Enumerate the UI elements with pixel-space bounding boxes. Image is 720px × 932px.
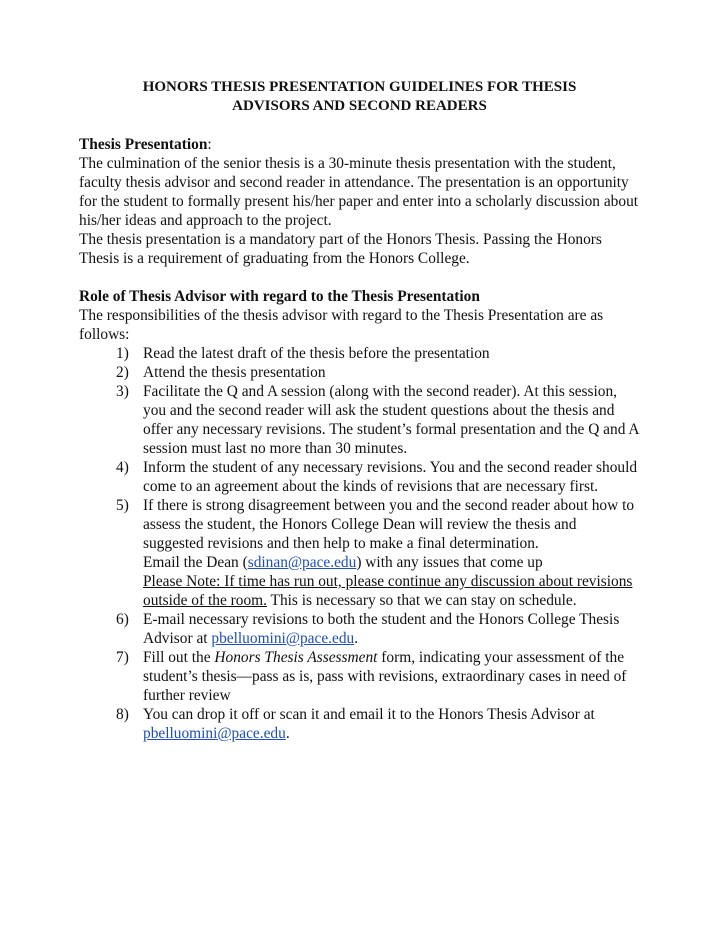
- email-dean-suffix: ) with any issues that come up: [356, 554, 543, 571]
- advisor-email-link[interactable]: pbelluomini@pace.edu: [143, 725, 286, 742]
- dean-email-link[interactable]: sdinan@pace.edu: [247, 554, 357, 571]
- list-item-text: E-mail necessary revisions to both the student and the Honors College Thesis Advisor at: [143, 611, 620, 647]
- list-item-suffix: form, indicating your assessment of the student’s thesis—pass as is, pass with revisions, extraordinary cases in need of further review: [143, 649, 627, 704]
- list-item: [116, 648, 640, 705]
- list-item: [116, 382, 640, 458]
- email-dean-prefix: Email the Dean (: [143, 554, 248, 571]
- list-item-text: Facilitate the Q and A session (along with the second reader). At this session, you and the second reader will ask the student questions about the thesis and offer any necessary revisions. The student’s formal presentation and the Q and A session must last no more than 30 minutes.: [143, 383, 639, 457]
- responsibilities-list: [79, 344, 640, 743]
- list-item-text: Attend the thesis presentation: [143, 364, 326, 381]
- presentation-description: The culmination of the senior thesis is a 30-minute thesis presentation with the student, faculty thesis advisor and second reader in attendance. The presentation is an opportunity for the student to formally present his/her paper and enter into a scholarly discussion about his/her ideas and approach to the project.: [79, 155, 639, 229]
- list-item-text: You can drop it off or scan it and email it to the Honors Thesis Advisor at: [143, 706, 595, 723]
- list-item: [116, 610, 640, 648]
- list-item: [116, 705, 640, 743]
- please-note-rest: This is necessary so that we can stay on schedule.: [266, 592, 577, 609]
- list-item-text: Inform the student of any necessary revisions. You and the second reader should come to an agreement about the kinds of revisions that are necessary first.: [143, 459, 638, 495]
- advisor-email-link[interactable]: pbelluomini@pace.edu: [211, 630, 355, 647]
- advisor-role-intro: The responsibilities of the thesis advisor with regard to the Thesis Presentation are as follows:: [79, 307, 604, 343]
- list-item-suffix: .: [354, 630, 359, 647]
- list-item-text: Read the latest draft of the thesis before the presentation: [143, 345, 490, 362]
- presentation-requirement: The thesis presentation is a mandatory part of the Honors Thesis. Passing the Honors Thesis is a requirement of graduating from the Honors College.: [79, 231, 602, 267]
- list-item-number: 3): [116, 383, 129, 400]
- list-item-text: If there is strong disagreement between you and the second reader about how to assess the student, the Honors College Dean will review the thesis and suggested revisions and then help to make a final determination.: [143, 497, 635, 552]
- list-item: [116, 496, 640, 610]
- list-item-number: 8): [116, 706, 129, 723]
- list-item-suffix: .: [285, 725, 290, 742]
- list-item: [116, 363, 640, 382]
- list-item-number: 4): [116, 459, 129, 476]
- heading-colon: :: [207, 136, 212, 153]
- list-item-number: 7): [116, 649, 129, 666]
- list-item: [116, 458, 640, 496]
- list-item-number: 2): [116, 364, 129, 381]
- list-item: [116, 344, 640, 363]
- list-item-prefix: Fill out the: [143, 649, 215, 666]
- document-title: HONORS THESIS PRESENTATION GUIDELINES FOR THESIS ADVISORS AND SECOND READERS: [142, 79, 577, 114]
- list-item-number: 6): [116, 611, 129, 628]
- assessment-form-name: Honors Thesis Assessment: [214, 649, 378, 666]
- list-item-number: 5): [116, 497, 129, 514]
- thesis-presentation-heading: Thesis Presentation: [79, 136, 208, 153]
- thesis-presentation-heading-line: [79, 135, 640, 154]
- section-spacer: [79, 268, 640, 287]
- advisor-role-heading: Role of Thesis Advisor with regard to the Thesis Presentation: [79, 288, 480, 305]
- please-note-underlined: Please Note: If time has run out, please continue any discussion about revisions outside of the room.: [143, 573, 633, 609]
- list-item-number: 1): [116, 345, 129, 362]
